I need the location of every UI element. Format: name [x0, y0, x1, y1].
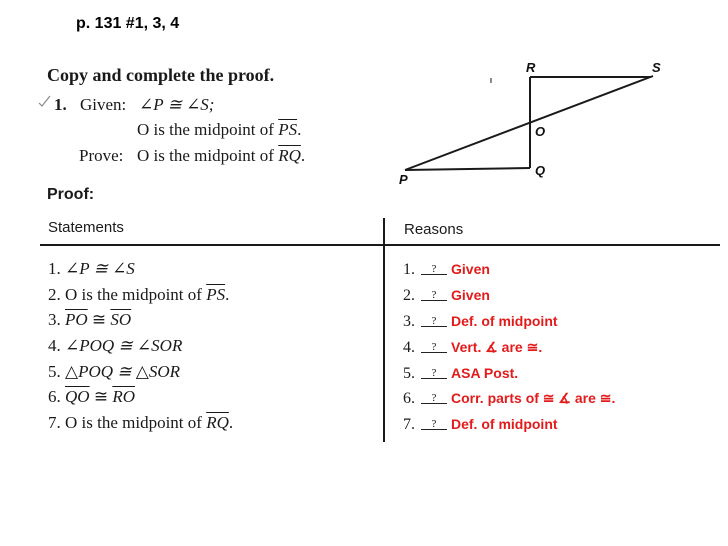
label-r: R: [526, 60, 536, 75]
reason-blank: ?: [421, 368, 447, 379]
statement-suffix: .: [228, 413, 234, 432]
statement-number: 5.: [48, 362, 61, 381]
statement-row: [48, 310, 131, 330]
statement-row: [48, 387, 135, 407]
reason-answer: Given: [451, 261, 490, 277]
problem-title: Copy and complete the proof.: [47, 65, 275, 85]
segment-pq: [405, 168, 530, 170]
reason-blank: ?: [421, 316, 447, 327]
reason-row: [403, 390, 615, 408]
statement-segment: $\overline{PO}$: [65, 310, 88, 329]
table-header-rule: [40, 244, 720, 246]
problem-number: 1.: [54, 95, 67, 114]
statement-segment: $\overline{QO}$: [65, 387, 90, 406]
statement-text: ∠P ≅ ∠S: [65, 259, 135, 278]
statement-row: [48, 336, 182, 356]
reason-blank: ?: [421, 393, 447, 404]
reason-answer: Def. of midpoint: [451, 416, 558, 432]
label-o: O: [535, 124, 546, 139]
statement-segment: $\overline{RQ}$: [206, 413, 229, 432]
statement-text: O is the midpoint of: [65, 285, 202, 304]
reason-number: 6.: [403, 390, 415, 407]
reason-blank: ?: [421, 342, 447, 353]
reason-number: 7.: [403, 416, 415, 433]
statement-number: 1.: [48, 259, 61, 278]
label-p: P: [399, 172, 408, 187]
statement-segment: $\overline{RO}$: [112, 387, 135, 406]
table-column-divider: [383, 218, 385, 442]
given-midpoint: O is the midpoint of $\overline{PS}$.: [137, 120, 302, 139]
reason-blank: ?: [421, 290, 447, 301]
check-mark-icon: [38, 95, 50, 107]
statement-row: [48, 259, 135, 279]
given-angles: ∠P ≅ ∠S;: [139, 95, 215, 114]
reason-number: 5.: [403, 365, 415, 382]
given-label: Given:: [80, 95, 127, 114]
reason-number: 2.: [403, 287, 415, 304]
label-s: S: [652, 60, 661, 75]
statement-congruent: ≅: [87, 310, 111, 329]
statement-row: [48, 362, 180, 382]
reason-number: 1.: [403, 261, 415, 278]
statements-header: Statements: [48, 219, 124, 236]
statement-segment: $\overline{SO}$: [110, 310, 132, 329]
reason-row: [403, 313, 558, 331]
reason-number: 3.: [403, 313, 415, 330]
statement-number: 3.: [48, 310, 61, 329]
label-q: Q: [535, 163, 546, 178]
statement-row: [48, 413, 233, 433]
statement-text: △POQ ≅ △SOR: [65, 362, 180, 381]
reason-row: [403, 339, 542, 357]
given-midpoint-text: O is the midpoint of: [137, 120, 274, 139]
segment-ps: $\overline{PS}$: [278, 120, 298, 139]
statement-number: 6.: [48, 387, 61, 406]
prove-label: Prove:: [79, 146, 124, 165]
statement-row: [48, 285, 229, 305]
prove-text: O is the midpoint of: [137, 146, 274, 165]
statement-number: 4.: [48, 336, 61, 355]
statement-text: O is the midpoint of: [65, 413, 202, 432]
reason-blank: ?: [421, 419, 447, 430]
reason-blank: ?: [421, 264, 447, 275]
statement-segment: $\overline{PS}$: [206, 285, 226, 304]
reason-row: [403, 416, 558, 434]
reason-answer: Def. of midpoint: [451, 313, 558, 329]
reason-row: [403, 365, 518, 383]
reason-row: [403, 287, 490, 305]
prove-statement: O is the midpoint of $\overline{RQ}$.: [137, 146, 306, 165]
statement-number: 2.: [48, 285, 61, 304]
proof-heading: Proof:: [47, 186, 95, 203]
page-reference: p. 131 #1, 3, 4: [76, 15, 180, 32]
statement-text: ∠POQ ≅ ∠SOR: [65, 336, 183, 355]
statement-suffix: .: [225, 285, 230, 304]
reason-answer: Given: [451, 287, 490, 303]
statement-congruent: ≅: [89, 387, 113, 406]
segment-rq: $\overline{RQ}$: [278, 146, 301, 165]
reasons-header: Reasons: [404, 221, 464, 238]
reason-answer: Corr. parts of ≅ ∡ are ≅.: [451, 390, 616, 406]
statement-number: 7.: [48, 413, 61, 432]
reason-answer: ASA Post.: [451, 365, 519, 381]
reason-number: 4.: [403, 339, 415, 356]
reason-row: [403, 261, 490, 279]
reason-answer: Vert. ∡ are ≅.: [451, 339, 543, 355]
